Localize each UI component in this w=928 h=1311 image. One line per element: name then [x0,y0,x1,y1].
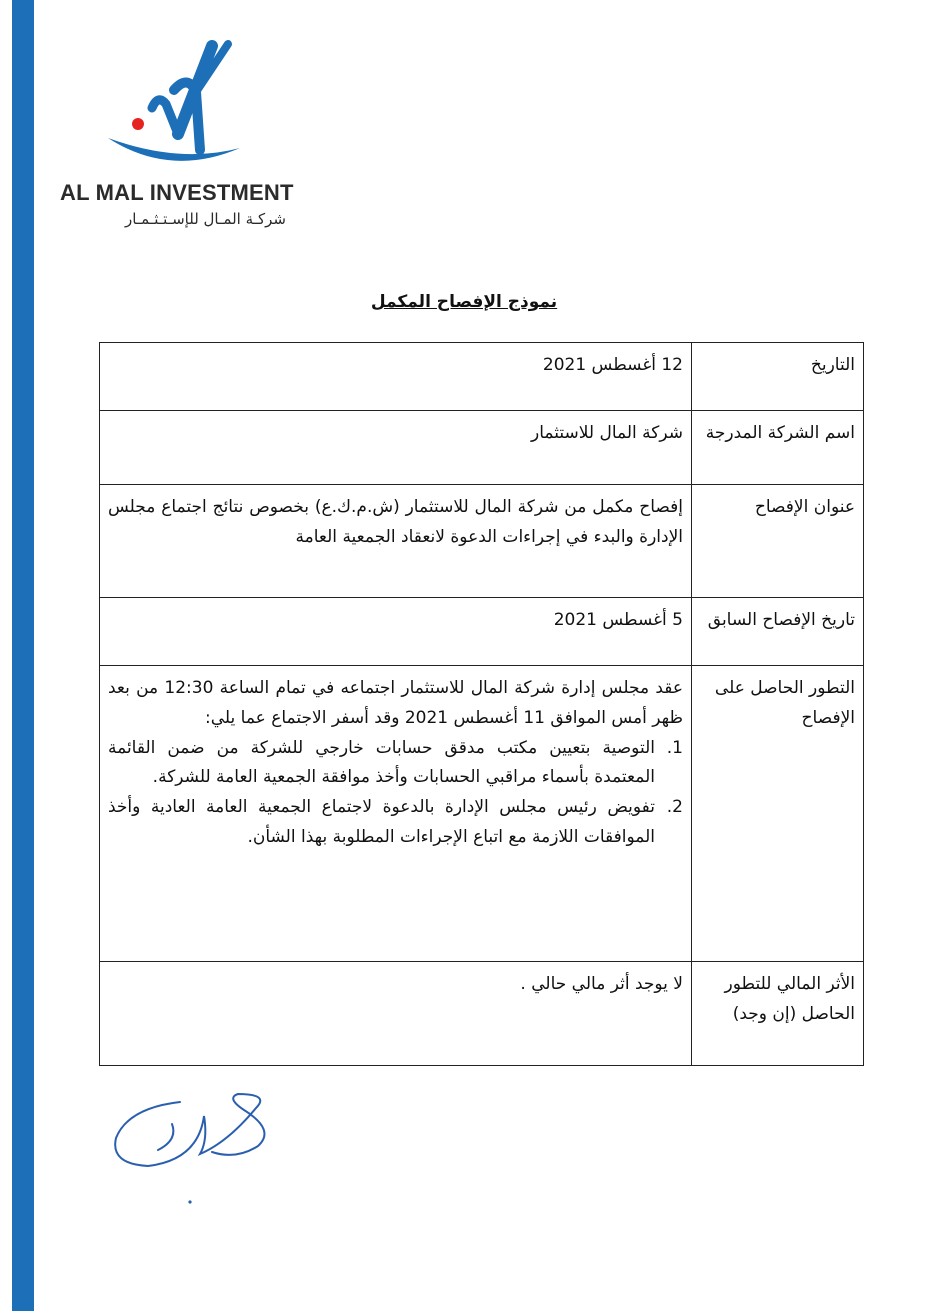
row-value: 5 أغسطس 2021 [100,598,692,666]
row-value [100,485,692,598]
row-label: عنوان الإفصاح [692,485,864,598]
row-label: اسم الشركة المدرجة [692,411,864,485]
row-value: لا يوجد أثر مالي حالي . [100,962,692,1066]
disclosure-subject: إفصاح مكمل من شركة المال للاستثمار (ش.م.ك.ع) بخصوص نتائج اجتماع مجلس الإدارة والبدء في إجراءات الدعوة لانعقاد الجمعية العامة [108,497,683,547]
table-row [100,343,864,411]
list-item [108,793,683,853]
table-row [100,598,864,666]
table-row [100,411,864,485]
list-number: 2. [666,797,683,817]
row-value: 12 أغسطس 2021 [100,343,692,411]
disclosure-table [99,342,864,1066]
list-text: تفويض رئيس مجلس الإدارة بالدعوة لاجتماع الجمعية العامة العادية وأخذ الموافقات اللازمة مع اتباع الإجراءات المطلوبة بهذا الشأن. [108,797,655,847]
list-item [108,734,683,794]
row-label: الأثر المالي للتطور الحاصل (إن وجد) [692,962,864,1066]
row-label: تاريخ الإفصاح السابق [692,598,864,666]
form-title: نموذج الإفصاح المكمل [370,292,558,312]
list-number: 1. [666,737,683,758]
table-row [100,666,864,962]
side-color-bar [12,0,34,1311]
table-row [100,485,864,598]
row-label: التاريخ [692,343,864,411]
row-value: شركة المال للاستثمار [100,411,692,485]
company-name-ar: شركـة المـال للإسـتـثـمـار [124,210,286,228]
company-logo [60,38,300,238]
table-row [100,962,864,1066]
development-intro: عقد مجلس إدارة شركة المال للاستثمار اجتماعه في تمام الساعة 12:30 من بعد ظهر أمس الموافق 11 أغسطس 2021 وقد أسفر الاجتماع عما يلي: [108,678,683,728]
logo-mark-icon [100,38,250,178]
signature [108,1080,288,1214]
list-text: التوصية بتعيين مكتب مدقق حسابات خارجي للشركة من ضمن القائمة المعتمدة بأسماء مراقبي الحسابات وأخذ موافقة الجمعية العامة للشركة. [108,737,655,788]
row-label: التطور الحاصل على الإفصاح [692,666,864,962]
row-value [100,666,692,962]
company-name-en: AL MAL INVESTMENT [60,180,294,205]
